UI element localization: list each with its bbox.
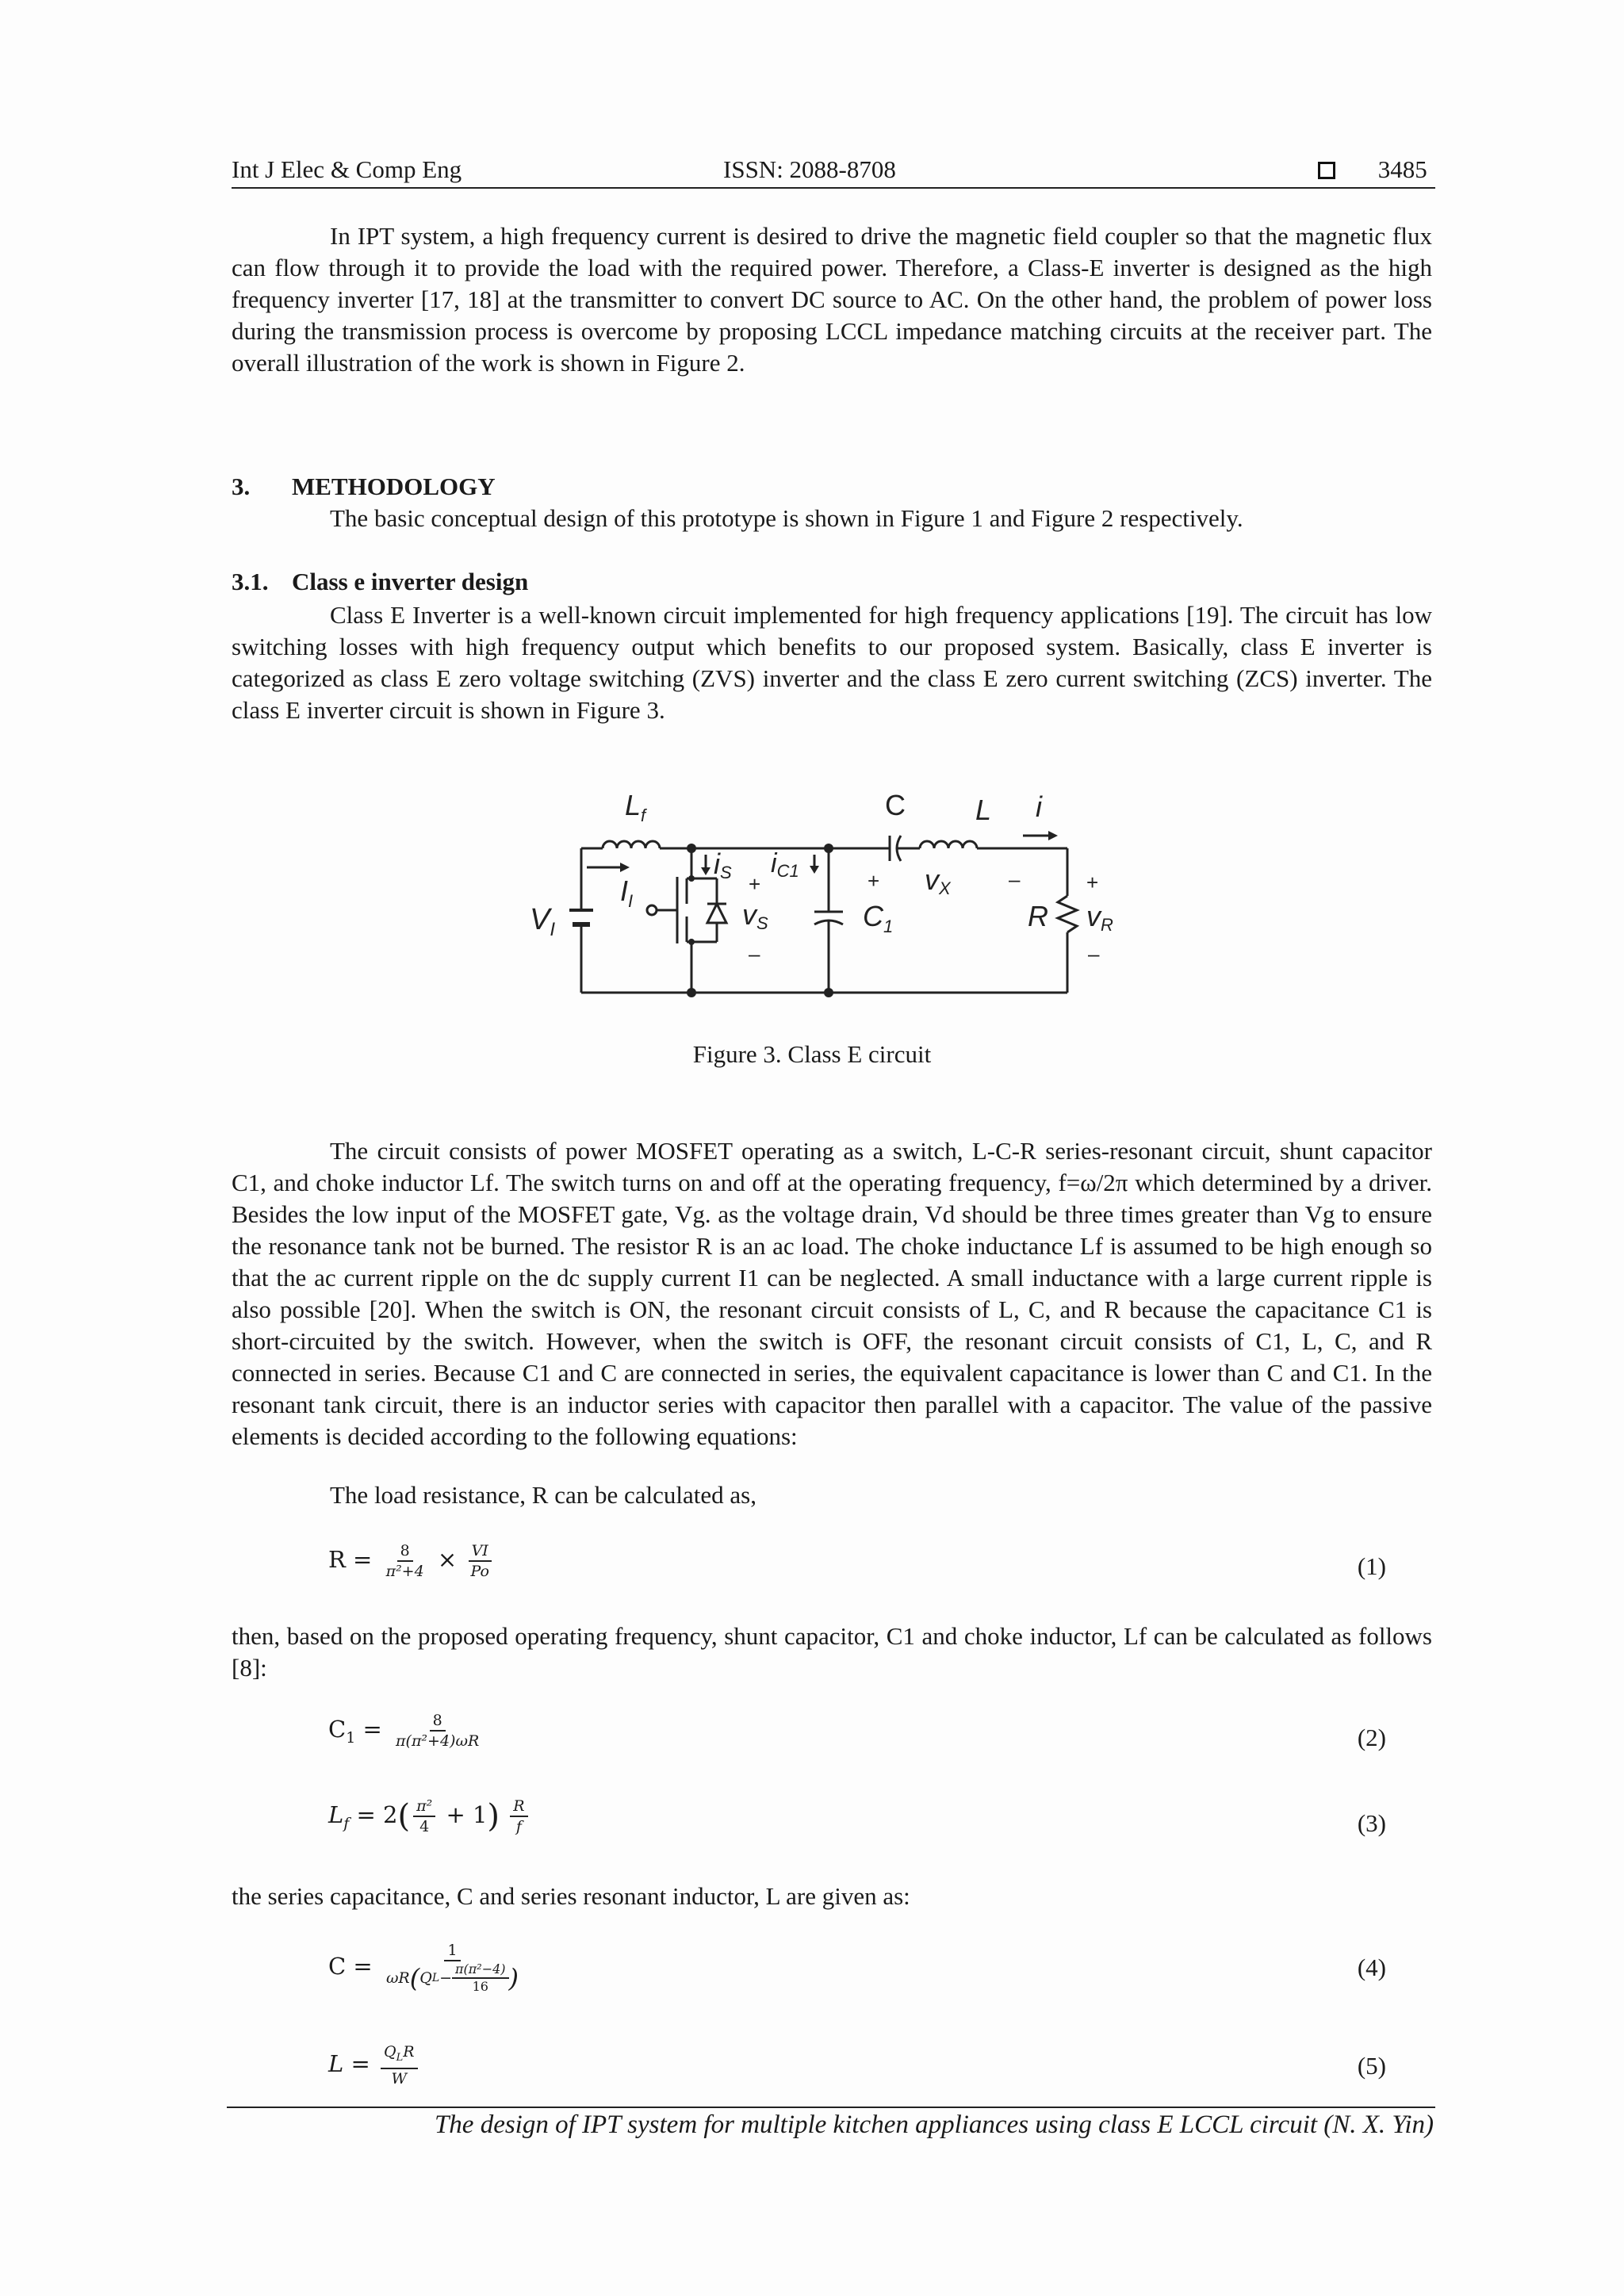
label-vs-plus: + xyxy=(749,872,761,896)
label-vx-plus: + xyxy=(868,869,880,893)
section-3-1-title: Class e inverter design xyxy=(292,568,529,595)
section-3-number: 3. xyxy=(232,473,251,500)
label-lf: $L_f$ xyxy=(625,789,646,825)
section-3-1-paragraph: Class E Inverter is a well-known circuit implemented for high frequency applications [19]. The circuit has low switching losses with high frequency output which benefits to our proposed system. Basically, class E inverter is categorized as class E zero voltage switching (ZVS) inverter and the class E zero current switching (ZCS) inverter. The class E inverter circuit is shown in Figure 3. xyxy=(232,601,1432,724)
equation-4-number: (4) xyxy=(1357,1954,1386,1981)
issn: ISSN: 2088-8708 xyxy=(723,155,896,183)
label-ii: $I_I$ xyxy=(620,874,634,911)
label-l: L xyxy=(975,794,992,826)
checkbox-icon xyxy=(1318,162,1335,179)
label-vs-minus: – xyxy=(749,942,760,966)
equation-1: R = $\frac{8}{\text{π²+4}}$ × $\frac{VI}{Po}$ xyxy=(328,1541,496,1581)
load-resistance-text: The load resistance, R can be calculated as, xyxy=(330,1481,756,1509)
label-vr-plus: + xyxy=(1086,871,1099,894)
footer-citation: The design of IPT system for multiple kitchen appliances using class E LCCL circuit (N. X. Yin) xyxy=(434,2110,1434,2139)
series-text: the series capacitance, C and series resonant inductor, L are given as: xyxy=(232,1882,910,1910)
section-3-text: The basic conceptual design of this prototype is shown in Figure 1 and Figure 2 respectively. xyxy=(330,504,1243,532)
journal-name: Int J Elec & Comp Eng xyxy=(232,155,462,183)
equation-2-number: (2) xyxy=(1357,1724,1386,1751)
equation-1-number: (1) xyxy=(1357,1552,1386,1580)
intro-paragraph: In IPT system, a high frequency current is desired to drive the magnetic field coupler so that the magnetic flux can flow through it to provide the load with the required power. Therefore, a Class-E inverter is designed as the high frequency inverter [17, 18] at the transmitter to convert DC source to AC. On the other hand, the problem of power loss during the transmission process is overcome by proposing LCCL impedance matching circuits at the receiver part. The overall illustration of the work is shown in Figure 2. xyxy=(232,222,1432,377)
equation-5-number: (5) xyxy=(1357,2052,1386,2080)
label-is: iS xyxy=(714,848,732,882)
equation-5: L = $\frac{Q_LR}{W}$ xyxy=(328,2042,421,2088)
figure-3-caption: Figure 3. Class E circuit xyxy=(692,1040,932,1068)
footer-rule xyxy=(227,2107,1435,2108)
class-e-circuit-diagram xyxy=(515,785,1134,1007)
label-vi: $V_I$ xyxy=(530,903,556,940)
page-number-block xyxy=(1318,155,1427,184)
label-vr: vR xyxy=(1086,900,1113,935)
equation-3-number: (3) xyxy=(1357,1809,1386,1837)
label-r: R xyxy=(1028,900,1048,932)
label-vr-minus: – xyxy=(1088,942,1100,966)
label-i: i xyxy=(1036,790,1042,823)
equation-4: C = 1 ωR ( Q L − $\frac{\text{π(π²−4)}}{16}$ ) xyxy=(328,1942,519,1994)
label-c1: $C_1$ xyxy=(863,900,894,936)
header-rule xyxy=(232,187,1435,189)
section-3-1-number: 3.1. xyxy=(232,568,269,595)
label-vs: vS xyxy=(742,898,768,933)
label-vx: vX xyxy=(925,863,951,898)
label-vx-minus: – xyxy=(1009,867,1021,891)
label-c: C xyxy=(885,789,906,821)
equation-2: $C_1$ = $\frac{8}{\text{π(π²+4)ωR}}$ xyxy=(328,1712,480,1750)
equation-3: $L_f = 2$( $\frac{\text{π²}}{4}$ + 1) $\frac{R}{f}$ xyxy=(328,1797,531,1836)
then-paragraph: then, based on the proposed operating frequency, shunt capacitor, C1 and choke inductor, Lf can be calculated as follows [8]: xyxy=(232,1622,1432,1682)
section-3-title: METHODOLOGY xyxy=(292,473,496,500)
page-number: 3485 xyxy=(1377,155,1427,183)
circuit-paragraph: The circuit consists of power MOSFET operating as a switch, L-C-R series-resonant circuit, shunt capacitor C1, and choke inductor Lf. The switch turns on and off at the operating frequency, f=ω/2π which determined by a driver. Besides the low input of the MOSFET gate, Vg. as the voltage drain, Vd should be three times greater than Vg to ensure the resonance tank not be burned. The resistor R is an ac load. The choke inductance Lf is assumed to be high enough so that the ac current ripple on the dc supply current I1 can be neglected. A small inductance with a large current ripple is also possible [20]. When the switch is ON, the resonant circuit consists of L, C, and R because the capacitance C1 is short-circuited by the switch. However, when the switch is OFF, the resonant circuit consists of C1, L, C, and R connected in series. Because C1 and C are connected in series, the equivalent capacitance is lower than C and C1. In the resonant tank circuit, there is an inductor series with capacitor then parallel with a capacitor. The value of the passive elements is decided according to the following equations: xyxy=(232,1137,1432,1450)
label-ic1: iC1 xyxy=(771,848,799,881)
